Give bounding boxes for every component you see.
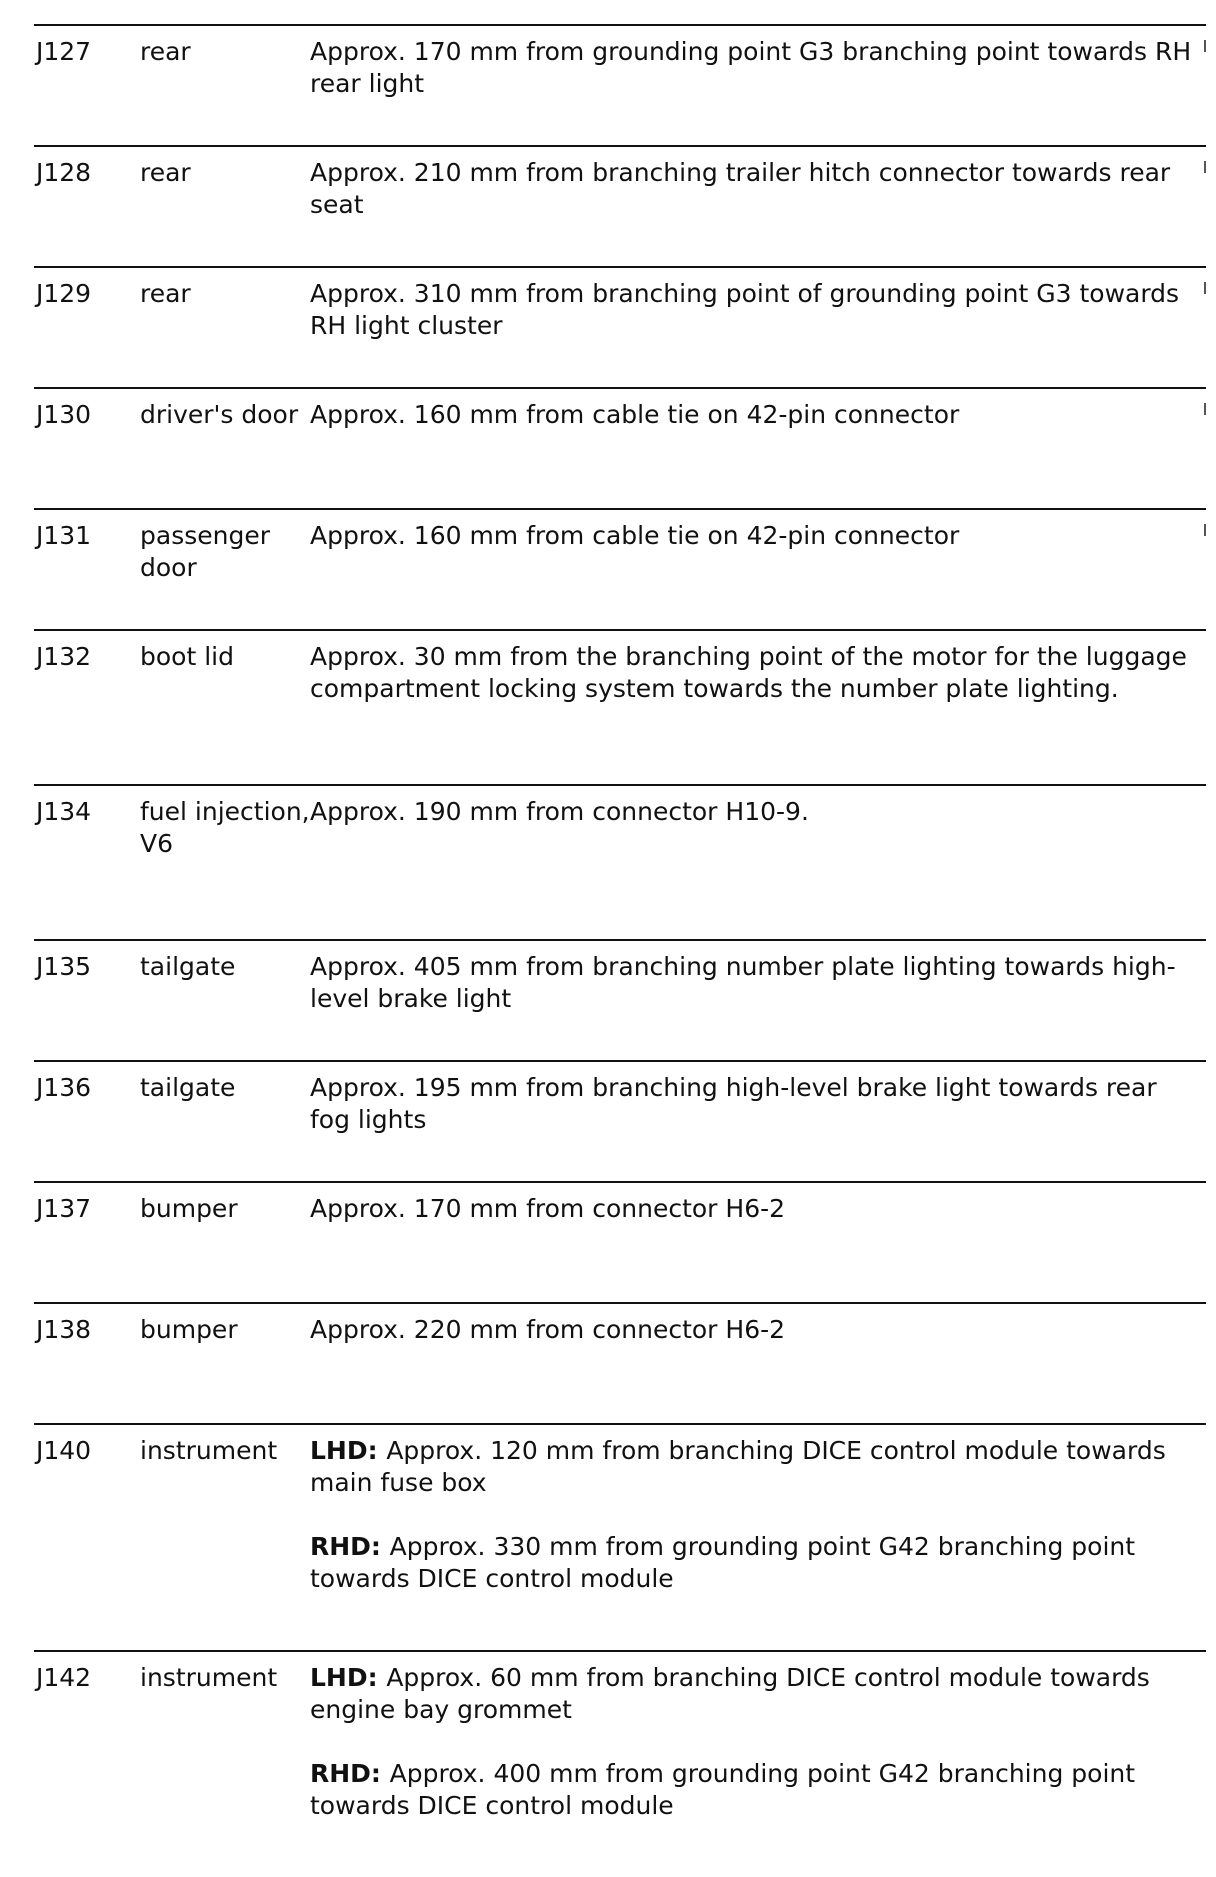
- description-text: Approx. 160 mm from cable tie on 42-pin connector: [310, 400, 960, 429]
- connector-location: rear: [140, 279, 191, 308]
- description-text: Approx. 170 mm from connector H6-2: [310, 1194, 786, 1223]
- table-row: [34, 24, 1206, 145]
- connector-id: J135: [36, 952, 92, 981]
- connector-id: J138: [36, 1315, 92, 1344]
- table-row: [34, 1181, 1206, 1302]
- margin-tick: [1204, 40, 1206, 52]
- description-prefix: LHD:: [310, 1436, 378, 1465]
- connector-location: boot lid: [140, 642, 234, 671]
- description-line: [310, 1193, 1200, 1225]
- connector-location: rear: [140, 158, 191, 187]
- connector-description: [310, 157, 1200, 221]
- description-text: Approx. 400 mm from grounding point G42 branching point towards DICE control module: [310, 1759, 1136, 1820]
- margin-tick: [1204, 403, 1206, 415]
- margin-tick: [1204, 161, 1206, 173]
- connector-id: J130: [36, 400, 92, 429]
- connector-location: instrument: [140, 1436, 278, 1465]
- description-text: Approx. 330 mm from grounding point G42 branching point towards DICE control module: [310, 1532, 1136, 1593]
- description-text: Approx. 405 mm from branching number plate lighting towards high-level brake light: [310, 952, 1176, 1013]
- connector-location: instrument: [140, 1663, 278, 1692]
- connector-location: fuel injection, V6: [140, 797, 310, 858]
- connector-location: tailgate: [140, 1073, 236, 1102]
- connector-description: [310, 278, 1200, 342]
- description-text: Approx. 190 mm from connector H10-9.: [310, 797, 809, 826]
- description-text: Approx. 30 mm from the branching point of the motor for the luggage compartment locking system towards the number plate lighting.: [310, 642, 1187, 703]
- connector-description: [310, 1435, 1200, 1595]
- connector-location: bumper: [140, 1194, 238, 1223]
- connector-id: J127: [36, 37, 92, 66]
- description-prefix: RHD:: [310, 1759, 381, 1788]
- table-row: [34, 629, 1206, 784]
- description-line: [310, 796, 1200, 828]
- connector-id: J137: [36, 1194, 92, 1223]
- description-line: [310, 278, 1200, 342]
- table-row: [34, 508, 1206, 629]
- table-row: [34, 939, 1206, 1060]
- connector-id: J132: [36, 642, 92, 671]
- table-row: [34, 387, 1206, 508]
- description-text: Approx. 160 mm from cable tie on 42-pin connector: [310, 521, 960, 550]
- table-row: [34, 1060, 1206, 1181]
- description-line: [310, 36, 1200, 100]
- description-text: Approx. 60 mm from branching DICE control module towards engine bay grommet: [310, 1663, 1150, 1724]
- description-line: [310, 1758, 1200, 1822]
- connector-description: [310, 399, 1200, 431]
- connector-location: tailgate: [140, 952, 236, 981]
- description-text: Approx. 310 mm from branching point of grounding point G3 towards RH light cluster: [310, 279, 1180, 340]
- table-row: [34, 784, 1206, 939]
- description-line: [310, 1072, 1200, 1136]
- margin-tick: [1204, 282, 1206, 294]
- description-text: Approx. 220 mm from connector H6-2: [310, 1315, 786, 1344]
- table-row: [34, 266, 1206, 387]
- connector-location: bumper: [140, 1315, 238, 1344]
- connector-description: [310, 36, 1200, 100]
- connector-location: rear: [140, 37, 191, 66]
- description-text: Approx. 170 mm from grounding point G3 branching point towards RH rear light: [310, 37, 1192, 98]
- connector-id: J136: [36, 1073, 92, 1102]
- table-row: [34, 1650, 1206, 1877]
- connector-description: [310, 1193, 1200, 1225]
- table-row: [34, 1302, 1206, 1423]
- description-prefix: RHD:: [310, 1532, 381, 1561]
- connector-description: [310, 1072, 1200, 1136]
- description-text: Approx. 210 mm from branching trailer hitch connector towards rear seat: [310, 158, 1171, 219]
- connector-id: J142: [36, 1663, 92, 1692]
- connector-description: [310, 520, 1200, 552]
- connector-id: J134: [36, 797, 92, 826]
- description-text: Approx. 120 mm from branching DICE control module towards main fuse box: [310, 1436, 1166, 1497]
- connector-id: J128: [36, 158, 92, 187]
- description-line: [310, 399, 1200, 431]
- description-text: Approx. 195 mm from branching high-level brake light towards rear fog lights: [310, 1073, 1157, 1134]
- connector-description: [310, 951, 1200, 1015]
- description-line: [310, 1531, 1200, 1595]
- connector-id: J129: [36, 279, 92, 308]
- description-line: [310, 1662, 1200, 1726]
- connector-location: passenger door: [140, 521, 270, 582]
- connector-description: [310, 1662, 1200, 1822]
- connector-description: [310, 1314, 1200, 1346]
- connector-location: driver's door: [140, 400, 299, 429]
- description-line: [310, 1435, 1200, 1499]
- description-line: [310, 520, 1200, 552]
- description-line: [310, 641, 1200, 705]
- connector-id: J131: [36, 521, 92, 550]
- connector-description: [310, 796, 1200, 828]
- connector-location-table: [34, 24, 1206, 1877]
- margin-tick: [1204, 524, 1206, 536]
- description-line: [310, 951, 1200, 1015]
- table-row: [34, 1423, 1206, 1650]
- table-row: [34, 145, 1206, 266]
- description-prefix: LHD:: [310, 1663, 378, 1692]
- connector-description: [310, 641, 1200, 705]
- connector-id: J140: [36, 1436, 92, 1465]
- description-line: [310, 1314, 1200, 1346]
- description-line: [310, 157, 1200, 221]
